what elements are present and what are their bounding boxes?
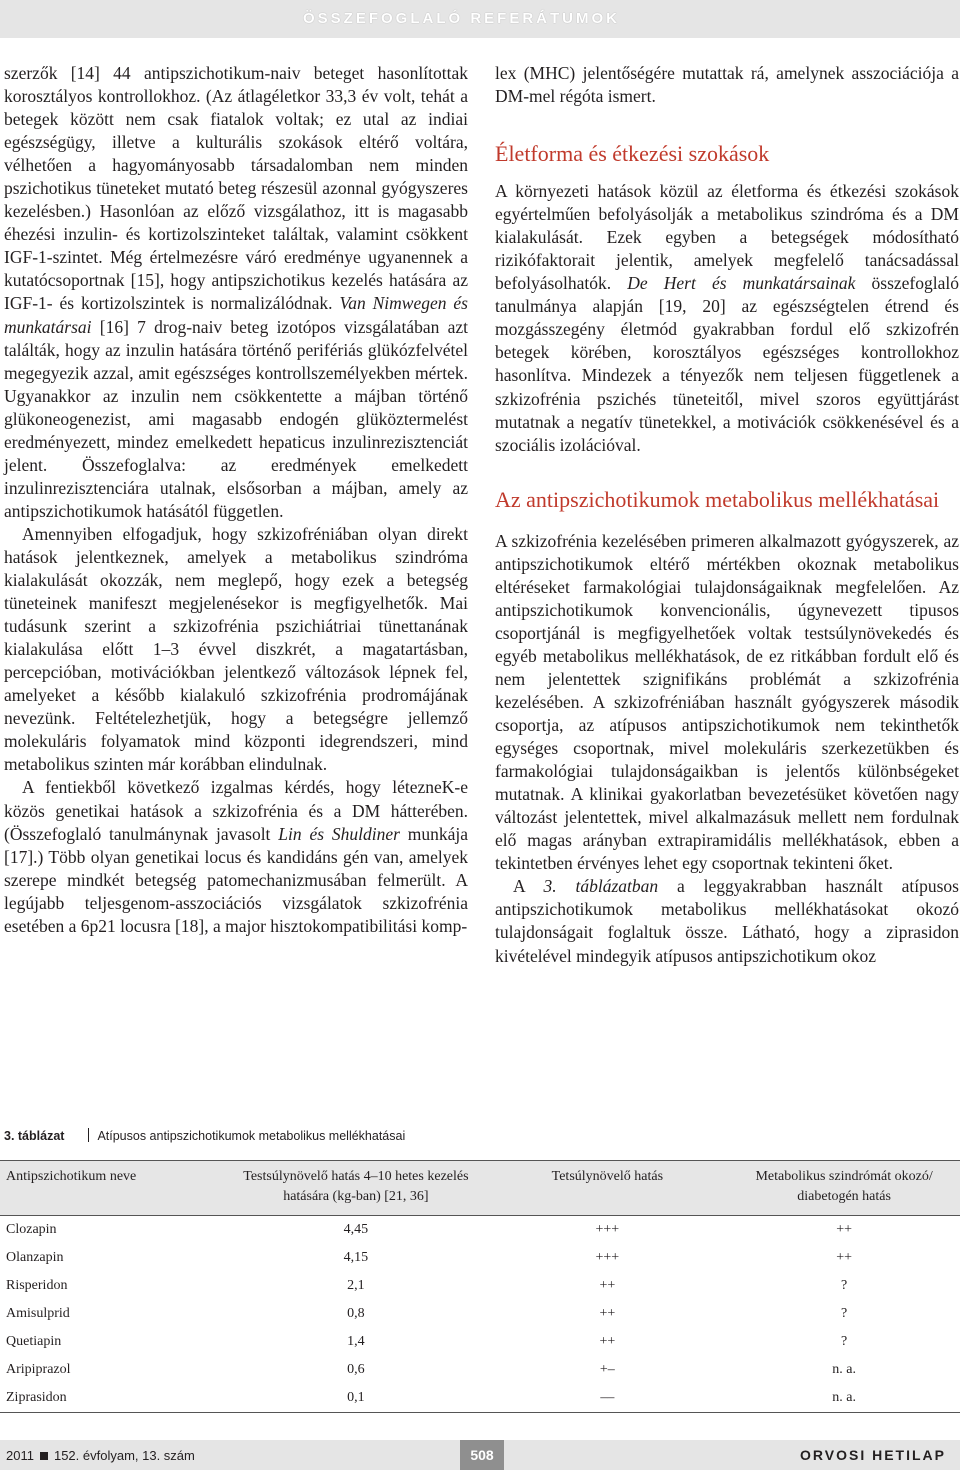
section-header-bar: [0, 0, 960, 38]
table-row: [0, 1216, 960, 1245]
paragraph-insulin-studies: szerzők [14] 44 antipszichotikum-naiv beteget hasonlítottak korosztályos kontrollokhoz. (Az átlagéletkor 33,3 év volt, tehát a betegek között nem csak fiatalok voltak; ez utal az indiai egészségügy, illetve a kulturális szokások eltérő voltára, vélhetően a hagyományosabb társadalomban nem minden pszichotikus tüneteket mutató beteg részesül azonnal gyógyszeres kezelésben.) Hasonlóan az előző vizsgálathoz, itt is magasabb éhezési inzulin- és kortizolszinteket találtak, valamint csökkent IGF-1-szintet. Még értelmezésre váró eredménye ugyanennek a kutatócsoportnak [15], hogy antipszichotikus kezelés hatására az IGF-1- és kortizolszintek is normalizálódnak. Van Nimwegen és munkatársai [16] 7 drog-naiv beteg izotópos vizsgálatában azt találták, hogy az inzulin hatására történő perifériás glükózfelvétel megegyezik azzal, amit egészséges kontrollszemélyekben mértek. Ugyanakkor az inzulin nem csökkentette a májban történő glükoneogenezist, ami magasabb endogén glüköztermelést eredményezett, mindez emelkedett hepaticus inzulinrezisztenciát jelent. Összefoglalva: az eredmények emelkedett inzulinrezisztenciára utalnak, elsősorban a májban, amely az antipszichotikumok hatásától független.: [4, 63, 468, 521]
weight-gain-kg: 1,4: [347, 1334, 365, 1349]
table-row: [0, 1328, 960, 1356]
metabolic-effect: ++: [836, 1250, 852, 1265]
section-title: ÖSSZEFOGLALÓ REFERÁTUMOK: [303, 10, 620, 27]
author-citation: Lin és Shuldiner: [278, 823, 400, 844]
drug-name: Aripiprazol: [6, 1362, 71, 1377]
table-reference: 3. táblázatban: [543, 876, 659, 897]
weight-gain-effect: ++: [599, 1334, 616, 1349]
weight-gain-effect: +–: [599, 1362, 615, 1377]
weight-gain-kg: 4,45: [343, 1222, 369, 1237]
antipsychotics-table: [0, 1160, 960, 1413]
table-title: Atípusos antipszichotikumok metabolikus mellékhatásai: [97, 1129, 406, 1143]
square-bullet-icon: [40, 1452, 48, 1460]
weight-gain-kg: 0,1: [225, 1384, 486, 1413]
metabolic-effect: ?: [840, 1278, 848, 1293]
paragraph-lifestyle: A környezeti hatások közül az életforma és étkezési szokások egyértelműen befolyásolják a metabolikus szindróma és a DM kialakulását. Ezek egyben a betegségek módosítható rizikófaktorait jelentik, amelyek megfelelő tanácsadással befolyásolhatók. De Hert és munkatársainak összefoglaló tanulmánya alapján [19, 20] az egészségtelen étrend és mozgásszegény életmód gyakrabban fordul elő szkizofrén betegek körében, korosztályos egészséges kontrollokhoz hasonlítva. Mindezek a tényezők nem teljesen függetlenek a szkizofrénia pszichés tüneteitől, mivel szoros együttjárást mutatnak a negatív tünetekkel, a motivációk csökkenésével és a szociális izolációval.: [495, 181, 960, 455]
author-citation: De Hert és munkatársainak: [627, 273, 856, 294]
table-number: 3. táblázat: [4, 1129, 65, 1143]
weight-gain-kg: 0,6: [347, 1362, 365, 1377]
drug-name: Amisulprid: [6, 1306, 70, 1321]
drug-name: Olanzapin: [6, 1250, 64, 1265]
table-row: [0, 1272, 960, 1300]
table-header-row: [0, 1161, 960, 1216]
caption-divider: [88, 1128, 89, 1142]
weight-gain-effect: ––: [486, 1384, 728, 1413]
weight-gain-kg: 2,1: [347, 1278, 365, 1293]
section-heading-antipsychotics: Az antipszichotikumok metabolikus mellékhatásai: [495, 486, 940, 512]
metabolic-effect: ++: [836, 1222, 852, 1237]
table-row: [0, 1300, 960, 1328]
weight-gain-kg: 0,8: [347, 1306, 365, 1321]
drug-name: Ziprasidon: [0, 1384, 225, 1413]
issue-info: [6, 1448, 195, 1463]
weight-gain-effect: ++: [599, 1278, 616, 1293]
table-caption: [4, 1128, 405, 1143]
weight-gain-effect: +++: [595, 1222, 620, 1237]
drug-name: Risperidon: [6, 1278, 68, 1293]
table-row: [0, 1384, 960, 1413]
metabolic-effect: n. a.: [728, 1384, 960, 1413]
col-header-name: Antipszichotikum neve: [0, 1161, 225, 1216]
page-footer: [0, 1440, 960, 1470]
paragraph-table-reference: A 3. táblázatban a leggyakrabban használt atípusos antipszichotikumok metabolikus mellékhatásokat okozó tulajdonságait foglaltuk össze. Látható, hogy a ziprasidon kivételével mindegyik atípusos antipszichotikum okoz: [495, 876, 959, 966]
drug-name: Clozapin: [6, 1222, 57, 1237]
issue-volume: 152. évfolyam, 13. szám: [53, 1448, 195, 1463]
metabolic-effect: ?: [840, 1334, 848, 1349]
author-citation: Van Nimwegen és munkatársai: [4, 293, 468, 337]
weight-gain-kg: 4,15: [343, 1250, 369, 1265]
metabolic-effect: ?: [840, 1306, 848, 1321]
paragraph-mhc: lex (MHC) jelentőségére mutattak rá, amelynek asszociációja a DM-mel régóta ismert.: [495, 63, 959, 107]
left-column: [4, 62, 468, 938]
weight-gain-effect: ++: [599, 1306, 616, 1321]
col-header-metabolic: Metabolikus szindrómát okozó/ diabetogén hatás: [728, 1161, 960, 1216]
page-number: 508: [460, 1440, 504, 1470]
journal-name: ORVOSI HETILAP: [800, 1447, 946, 1463]
table-row: [0, 1244, 960, 1272]
right-column: [495, 62, 959, 968]
paragraph-prodroma: Amennyiben elfogadjuk, hogy szkizofréniában olyan direkt hatások jelentkeznek, amelyek a metabolikus szindróma kialakulását okozzák, nem meglepő, hogy ezek a betegség tüneteinek manifeszt megjelenésekor is megfigyelhetők. Mai tudásunk szerint a szkizofrénia pszichiátriai tünettanának kialakulása előtt 1–3 évvel diszkrét, a magatartásban, percepcióban, motivációkban jelentkező változások lépnek fel, amelyeket a később kialakuló szkizofrénia prodromájának nevezünk. Feltételezhetjük, hogy a betegségre jellemző molekuláris folyamatok mind központi idegrendszeri, mind metabolikus szinten már korábban elindulnak.: [4, 523, 468, 775]
col-header-weight-effect: Tetsúlynövelő hatás: [486, 1161, 728, 1216]
drug-name: Quetiapin: [6, 1334, 62, 1349]
paragraph-genetics: A fentiekből következő izgalmas kérdés, hogy létezneK-e közös genetikai hatások a szkizofrénia és a DM hátterében. (Összefoglaló tanulmánynak javasolt Lin és Shuldiner munkája [17].) Több olyan genetikai locus és kandidáns gén van, amelyek szerepe mindkét betegség patomechanizmusában felmerült. A legújabb teljesgenom-asszociációs vizsgálatok szkizofrénia esetében a 6p21 locusra [18], a major hisztokompatibilitási komp-: [4, 777, 468, 936]
table-row: [0, 1356, 960, 1384]
section-heading-lifestyle: Életforma és étkezési szokások: [495, 141, 770, 167]
issue-year: 2011: [6, 1448, 34, 1463]
col-header-weight-kg: Testsúlynövelő hatás 4–10 hetes kezelés hatására (kg-ban) [21, 36]: [225, 1161, 486, 1216]
paragraph-antipsychotics: A szkizofrénia kezelésében primeren alkalmazott gyógyszerek, az antipszichotikumok eltérő mértékben okoznak metabolikus eltéréseket farmakológiai tulajdonságaiknak megfelelően. Az antipszichotikumok konvencionális, úgynevezett tipusos csoportjánál is megfigyelhetőek voltak testsúlynövekedés és egyéb metabolikus mellékhatások, de ez ritkábban fordult elő és nem jelentettek szignifikáns problémát a szkizofrénia kezelésében. A szkizofréniában használt gyógyszerek második csoportja, az atípusos antipszichotikumok nem tekinthetők egységes csoportnak, mivel molekuláris szerkezetükben és farmakológiai tulajdonságaikban is jelentős különbségeket mutatnak. A klinikai gyakorlatban bevezetésüket követően nagy változást jelentettek, mivel alkalmazásuk mellett nem fordulnak elő magas arányban extrapiramidális mellékhatások, ebben a tekintetben érvényes lehet egy csoportnak tekinteni őket.: [495, 530, 959, 874]
metabolic-effect: n. a.: [832, 1362, 856, 1377]
weight-gain-effect: +++: [595, 1250, 620, 1265]
